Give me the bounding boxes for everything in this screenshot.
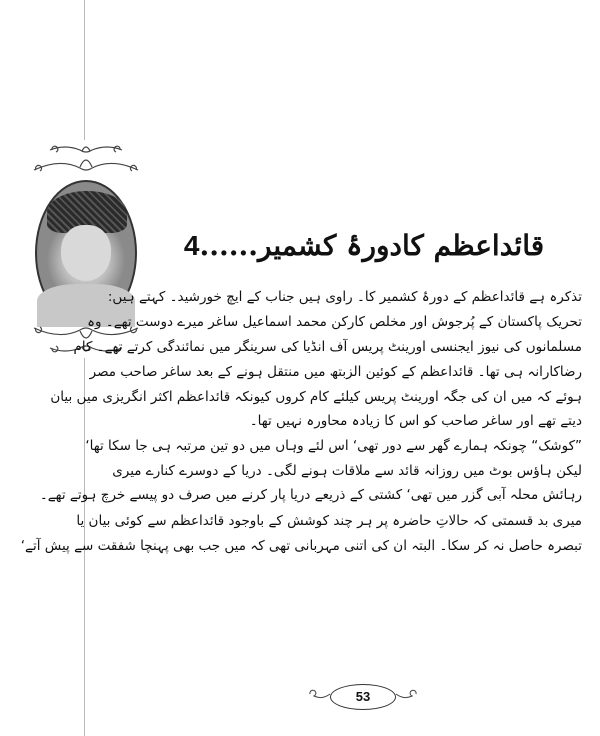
top-ornament-icon xyxy=(30,142,142,176)
text-line: دیتے تھے اور ساغر صاحب کو اس کا زیادہ محاورہ نہیں تھا۔ xyxy=(249,413,582,429)
chapter-title xyxy=(144,222,584,270)
page-number-right-flourish-icon xyxy=(396,690,418,700)
text-line: تحریک پاکستان کے پُرجوش اور مخلص کارکن محمد اسماعیل ساغر میرے دوست تھے۔ وہ xyxy=(87,314,582,330)
chapter-number: 4 xyxy=(183,230,200,261)
text-line: رضاکارانہ ہی تھا۔ قائداعظم کے کوئین الزبتھ میں منتقل ہونے کے بعد ساغر صاحب مصر xyxy=(89,364,582,380)
text-line: تبصرہ حاصل نہ کر سکا۔ البتہ ان کی اتنی مہربانی تھی کہ میں جب بھی پہنچا شفقت سے پیش آتے‘ xyxy=(20,538,582,554)
chapter-title-text: قائداعظم کادورۂ کشمیر xyxy=(257,229,545,262)
text-line: لیکن ہاؤس بوٹ میں روزانہ قائد سے ملاقات ہونے لگی۔ دریا کے دوسرے کنارے میری xyxy=(112,463,582,479)
top-divider-line xyxy=(84,0,85,140)
text-line: میری بد قسمتی کہ حالاتِ حاضرہ پر ہر چند کوشش کے باوجود قائداعظم سے کوئی بیان یا xyxy=(76,513,582,529)
face xyxy=(61,225,112,282)
text-line: مسلمانوں کی نیوز ایجنسی اورینٹ پریس آف انڈیا کی سرینگر میں نمائندگی کرتے تھے۔ کام xyxy=(73,339,582,355)
text-line: تذکرہ ہے قائداعظم کے دورۂ کشمیر کا۔ راوی ہیں جناب کے ایچ خورشید۔ کہتے ہیں: xyxy=(107,289,582,305)
text-line: ہوئے کہ میں ان کی جگہ اورینٹ پریس کیلئے کام کروں کیونکہ قائداعظم اکثر انگریزی میں بیان xyxy=(50,389,582,405)
page-number-left-flourish-icon xyxy=(308,690,330,700)
chapter-title-dots: ...... xyxy=(199,229,258,262)
text-line: رہائش محلہ آبی گزر میں تھی‘ کشتی کے ذریعے دریا پار کرنے میں صرف دو پیسے خرچ ہوتے تھے۔ xyxy=(39,487,582,503)
page-number: 53 xyxy=(330,684,396,710)
text-line: ”کوشک“ چونکہ ہمارے گھر سے دور تھی‘ اس لئے وہاں میں دو تین مرتبہ ہی جا سکا تھا‘ xyxy=(85,438,582,454)
